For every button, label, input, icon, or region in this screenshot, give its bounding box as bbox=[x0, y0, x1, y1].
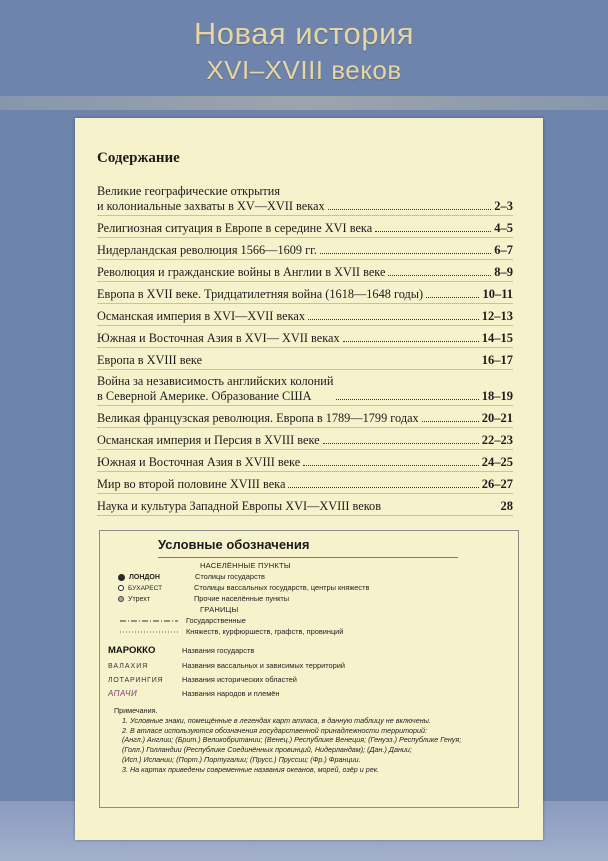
toc-item[interactable] bbox=[97, 216, 513, 238]
legend-row-state-border bbox=[118, 616, 246, 625]
toc-item[interactable] bbox=[97, 406, 513, 428]
legend-row-capital bbox=[118, 572, 265, 581]
toc-item-pages: 2–3 bbox=[494, 198, 513, 213]
state-border-line-icon bbox=[118, 618, 180, 624]
toc-item-title: Южная и Восточная Азия в XVI— XVII веках bbox=[97, 330, 340, 345]
toc-item[interactable] bbox=[97, 238, 513, 260]
toc-item-pages: 28 bbox=[500, 498, 513, 513]
legend-label: Государственные bbox=[186, 616, 246, 625]
settlements-heading: НАСЕЛЁННЫЕ ПУНКТЫ bbox=[200, 561, 291, 570]
legend-sample: БУХАРЕСТ bbox=[128, 585, 163, 592]
toc-list bbox=[97, 180, 513, 516]
legend-row-state-name bbox=[108, 645, 254, 656]
note-line: (Исп.) Испании; (Порт.) Португалии; (Прусс.) Пруссии; (Фр.) Франции. bbox=[122, 754, 361, 764]
toc-item[interactable] bbox=[97, 180, 513, 216]
legend-label: Столицы вассальных государств, центры княжеств bbox=[194, 583, 370, 592]
toc-item-title: Южная и Восточная Азия в XVIII веке bbox=[97, 454, 301, 469]
title-line-2: XVI–XVIII веков bbox=[206, 55, 402, 85]
toc-item-pages: 10–11 bbox=[482, 286, 513, 301]
province-border-line-icon bbox=[118, 629, 180, 635]
toc-item-title: Религиозная ситуация в Европе в середине XVI века bbox=[97, 220, 373, 235]
toc-item[interactable] bbox=[97, 304, 513, 326]
legend-sample: Утрехт bbox=[128, 596, 150, 603]
legend-label: Названия вассальных и зависимых территорий bbox=[182, 661, 345, 670]
toc-item-title: Нидерландская революция 1566—1609 гг. bbox=[97, 242, 317, 257]
legend-sample: ВАЛАХИЯ bbox=[108, 663, 149, 670]
legend-row-vassal-capital bbox=[118, 583, 369, 592]
legend-box bbox=[99, 530, 519, 808]
toc-item-pages: 12–13 bbox=[481, 308, 513, 323]
toc-leader-dots bbox=[323, 443, 479, 444]
toc-item-pages: 16–17 bbox=[481, 352, 513, 367]
note-line: 2. В атласе используются обозначения государственной принадлежности территорий: bbox=[122, 725, 427, 735]
legend-row-town bbox=[118, 594, 289, 603]
toc-item[interactable] bbox=[97, 450, 513, 472]
legend-row-people-name bbox=[108, 689, 280, 698]
note-line: (Англ.) Англии; (Брит.) Великобритании; (Венец.) Республике Венеция; (Генуэз.) Республике Генуя; bbox=[122, 735, 462, 745]
legend-sample: МАРОККО bbox=[108, 645, 156, 656]
vassal-capital-dot-icon bbox=[118, 585, 124, 591]
toc-item-pages: 24–25 bbox=[481, 454, 513, 469]
toc-item[interactable] bbox=[97, 370, 513, 406]
title-line-1: Новая история bbox=[193, 16, 415, 51]
toc-item[interactable] bbox=[97, 260, 513, 282]
contents-sheet bbox=[75, 118, 543, 840]
legend-label: Названия государств bbox=[182, 646, 255, 655]
toc-item-pages: 14–15 bbox=[481, 330, 513, 345]
toc-item[interactable] bbox=[97, 494, 513, 516]
toc-leader-dots bbox=[426, 297, 479, 298]
legend-notes bbox=[114, 706, 510, 775]
toc-item-title: Мир во второй половине XVIII века bbox=[97, 476, 286, 491]
legend-label: Княжеств, курфюршеств, графств, провинций bbox=[186, 627, 344, 636]
toc-leader-dots bbox=[388, 275, 491, 276]
note-line: (Голл.) Голландии (Республике Соединённых провинций, Нидерландам); (Дан.) Дании; bbox=[122, 745, 412, 755]
borders-heading: ГРАНИЦЫ bbox=[200, 605, 239, 614]
legend-sample: АПАЧИ bbox=[108, 689, 138, 698]
toc-item-title: Великая французская революция. Европа в 1789—1799 годах bbox=[97, 410, 419, 425]
toc-item-pages: 6–7 bbox=[494, 242, 513, 257]
toc-leader-dots bbox=[320, 253, 491, 254]
decorative-strip bbox=[0, 96, 608, 110]
toc-item[interactable] bbox=[97, 326, 513, 348]
legend-label: Столицы государств bbox=[195, 572, 265, 581]
toc-item-title: Великие географические открытия и колониальные захваты в XV—XVII веках bbox=[97, 184, 325, 213]
legend-label: Прочие населённые пункты bbox=[194, 594, 290, 603]
toc-item-title: Османская империя в XVI—XVII веках bbox=[97, 308, 306, 323]
toc-item-title: Революция и гражданские войны в Англии в XVII веке bbox=[97, 264, 386, 279]
toc-item[interactable] bbox=[97, 472, 513, 494]
toc-item[interactable] bbox=[97, 282, 513, 304]
toc-item[interactable] bbox=[97, 428, 513, 450]
legend-row-vassal-name bbox=[108, 661, 345, 670]
toc-leader-dots bbox=[288, 487, 478, 488]
toc-leader-dots bbox=[343, 341, 479, 342]
legend-divider bbox=[158, 557, 458, 558]
legend-row-historic-name bbox=[108, 675, 297, 684]
toc-item-title: Наука и культура Западной Европы XVI—XVIII веков bbox=[97, 498, 381, 513]
legend-title: Условные обозначения bbox=[158, 537, 310, 552]
toc-item-title: Османская империя и Персия в XVIII веке bbox=[97, 432, 320, 447]
toc-item-pages: 22–23 bbox=[481, 432, 513, 447]
legend-row-province-border bbox=[118, 627, 343, 636]
toc-item-pages: 8–9 bbox=[494, 264, 513, 279]
toc-item-title: Европа в XVII веке. Тридцатилетняя война (1618—1648 годы) bbox=[97, 286, 424, 301]
toc-leader-dots bbox=[375, 231, 491, 232]
toc-item[interactable] bbox=[97, 348, 513, 370]
toc-leader-dots bbox=[328, 209, 492, 210]
toc-item-title: Война за независимость английских колоний в Северной Америке. Образование США bbox=[97, 374, 334, 403]
town-dot-icon bbox=[118, 596, 124, 602]
cover-title bbox=[0, 14, 608, 86]
capital-dot-icon bbox=[118, 574, 125, 581]
legend-label: Названия народов и племён bbox=[182, 689, 280, 698]
toc-item-title: Европа в XVIII веке bbox=[97, 352, 203, 367]
note-line: 3. На картах приведены современные названия океанов, морей, озёр и рек. bbox=[122, 764, 380, 774]
toc-item-pages: 20–21 bbox=[481, 410, 513, 425]
toc-leader-dots bbox=[303, 465, 479, 466]
legend-sample: ЛОТАРИНГИЯ bbox=[108, 677, 164, 684]
toc-heading: Содержание bbox=[97, 150, 180, 166]
toc-item-pages: 26–27 bbox=[481, 476, 513, 491]
note-line: 1. Условные знаки, помещённые в легендах карт атласа, в данную таблицу не включены. bbox=[122, 715, 431, 725]
legend-sample: ЛОНДОН bbox=[129, 574, 160, 581]
legend-label: Названия исторических областей bbox=[182, 675, 297, 684]
toc-item-pages: 4–5 bbox=[494, 220, 513, 235]
toc-leader-dots bbox=[336, 399, 478, 400]
toc-leader-dots bbox=[308, 319, 479, 320]
toc-item-pages: 18–19 bbox=[481, 388, 513, 403]
notes-heading: Примечания. bbox=[114, 706, 158, 715]
toc-leader-dots bbox=[422, 421, 479, 422]
